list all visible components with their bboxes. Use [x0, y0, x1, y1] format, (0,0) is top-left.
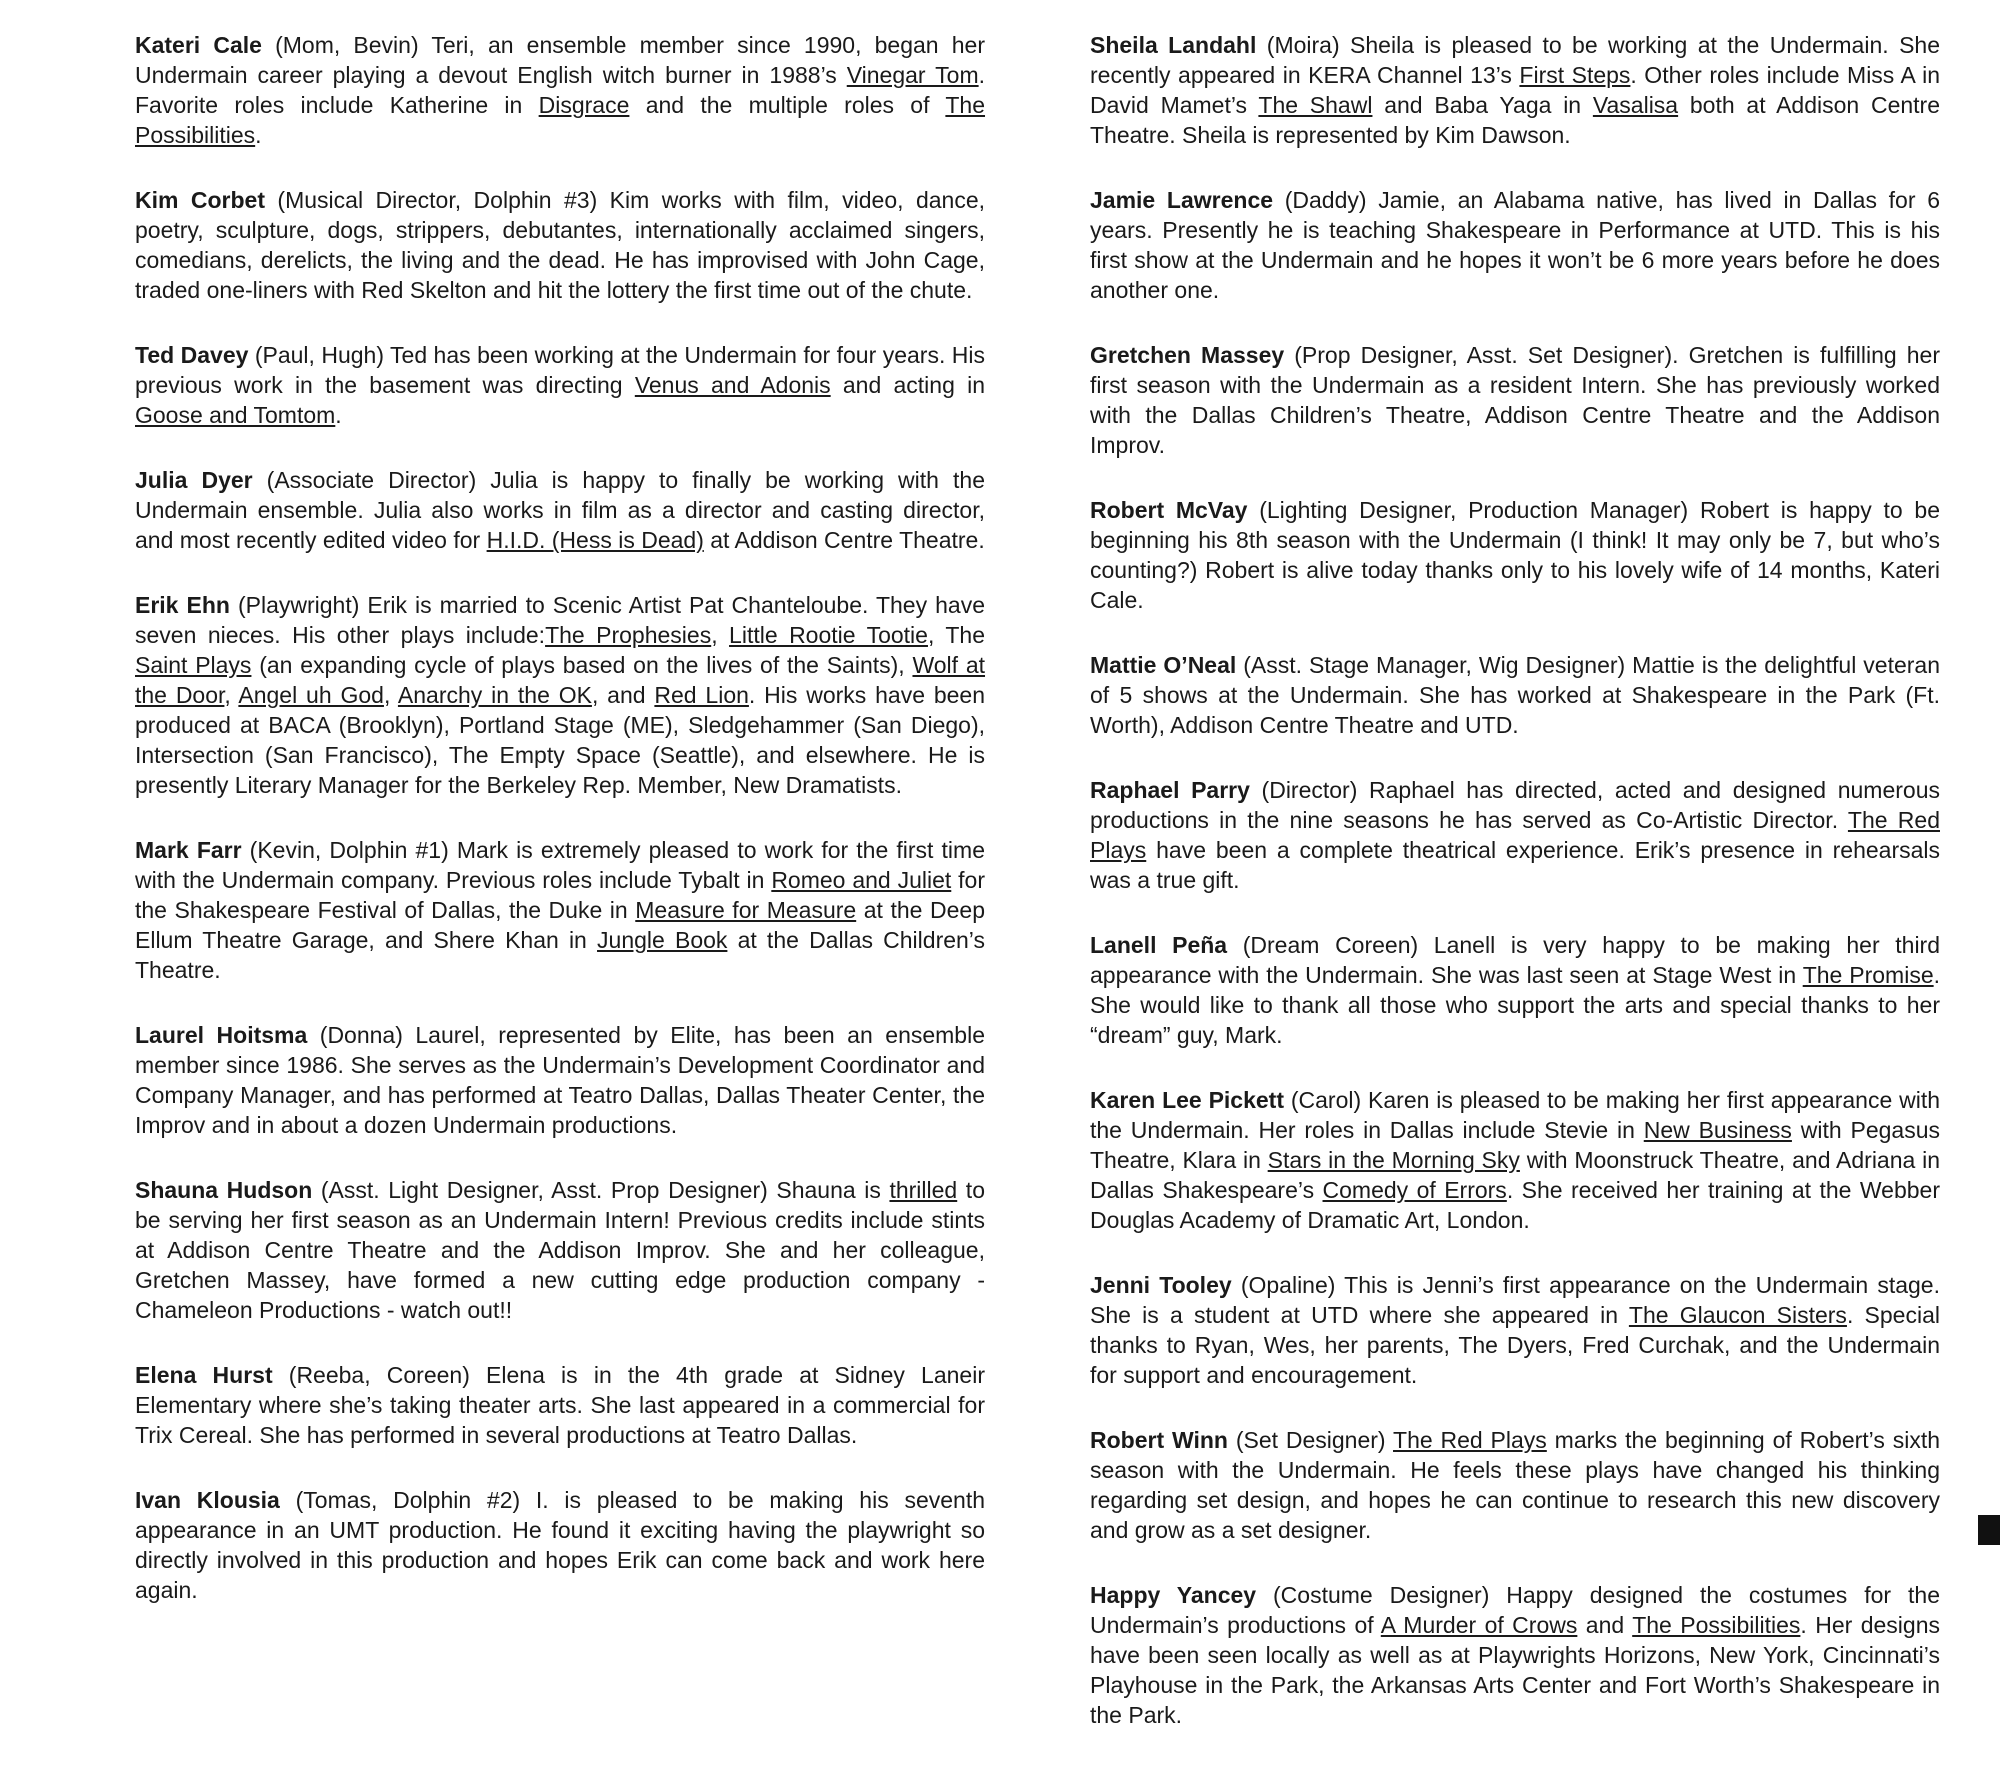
bio-text: (Asst. Light Designer, Asst. Prop Designer) Shauna is — [312, 1177, 890, 1203]
work-title: Saint Plays — [135, 652, 252, 678]
bio-text: (Set Designer) — [1227, 1427, 1394, 1453]
bio-text: (Carol) Karen is pleased to be making her first appearance with the Undermain. Her roles in Dallas include Stevie in — [1090, 1087, 1941, 1143]
bio-text: . Her designs have been seen locally as well as at Playwrights Horizons, New York, Cincinnati’s Playhouse in the Park, the Arkansas Arts Center and Fort Worth’s Shakespeare in the Park. — [1090, 1612, 1940, 1728]
person-name: Karen Lee Pickett — [1090, 1087, 1284, 1113]
bio-text: have been a complete theatrical experience. Erik’s presence in rehearsals was a true gift. — [1090, 837, 1940, 893]
bio-paragraph — [1090, 495, 1940, 615]
work-title: A Murder of Crows — [1380, 1612, 1578, 1638]
person-name: Elena Hurst — [135, 1362, 273, 1388]
bio-text: . She received her training at the Webber Douglas Academy of Dramatic Art, London. — [1090, 1177, 1941, 1233]
work-title: Romeo and Juliet — [771, 867, 952, 893]
bio-text: and acting in — [830, 372, 985, 398]
person-name: Shauna Hudson — [135, 1177, 313, 1203]
bio-paragraph — [135, 1020, 985, 1140]
person-name: Ted Davey — [135, 342, 249, 368]
bio-text: (Prop Designer, Asst. Set Designer). Gretchen is fulfilling her first season with the Undermain as a resident Intern. She has previously worked with the Dallas Children’s Theatre, Addison Centre Theatre and the Addison Improv. — [1090, 342, 1940, 458]
person-name: Kim Corbet — [135, 187, 265, 213]
work-title: The Red Plays — [1090, 807, 1940, 863]
person-name: Jamie Lawrence — [1090, 187, 1274, 213]
work-title: First Steps — [1519, 62, 1631, 88]
bio-text: at the Deep Ellum Theatre Garage, and Shere Khan in — [135, 897, 985, 953]
bio-text: (Dream Coreen) Lanell is very happy to be making her third appearance with the Undermain. She was last seen at Stage West in — [1090, 932, 1941, 988]
work-title: The Red Plays — [1393, 1427, 1547, 1453]
bio-paragraph — [135, 590, 985, 800]
person-name: Kateri Cale — [135, 32, 262, 58]
right-column — [1090, 30, 1940, 1765]
person-name: Raphael Parry — [1090, 777, 1250, 803]
bio-text: (Paul, Hugh) Ted has been working at the Undermain for four years. His previous work in the basement was directing — [135, 342, 985, 398]
work-title: thrilled — [889, 1177, 958, 1203]
bio-paragraph — [135, 1175, 985, 1325]
work-title: The Possibilities — [1632, 1612, 1801, 1638]
person-name: Julia Dyer — [135, 467, 253, 493]
person-name: Laurel Hoitsma — [135, 1022, 308, 1048]
bio-text: , The — [927, 622, 986, 648]
bio-text: (Costume Designer) Happy designed the costumes for the Undermain’s productions of — [1090, 1582, 1940, 1638]
bio-text: (Asst. Stage Manager, Wig Designer) Mattie is the delightful veteran of 5 shows at the Undermain. She has worked at Shakespeare in the Park (Ft. Worth), Addison Centre Theatre and UTD. — [1090, 652, 1940, 738]
page-edge-mark — [1978, 1515, 2000, 1545]
bio-text: (Opaline) This is Jenni’s first appearance on the Undermain stage. She is a student at UTD where she appeared in — [1090, 1272, 1940, 1328]
bio-text: and the multiple roles of — [629, 92, 946, 118]
work-title: The Shawl — [1258, 92, 1373, 118]
bio-paragraph — [1090, 1580, 1940, 1730]
work-title: H.I.D. (Hess is Dead) — [486, 527, 704, 553]
person-name: Happy Yancey — [1090, 1582, 1257, 1608]
person-name: Erik Ehn — [135, 592, 230, 618]
work-title: The Possibilities — [135, 92, 986, 148]
person-name: Sheila Landahl — [1090, 32, 1257, 58]
bio-text: , and — [591, 682, 655, 708]
bio-text: . Favorite roles include Katherine in — [135, 62, 985, 118]
work-title: The Prophesies — [545, 622, 712, 648]
bio-text: , — [383, 682, 398, 708]
bio-text: (an expanding cycle of plays based on the lives of the Saints), — [251, 652, 913, 678]
bio-text: (Musical Director, Dolphin #3) Kim works with film, video, dance, poetry, sculpture, dogs, strippers, debutantes, internationally acclaimed singers, comedians, derelicts, the living and the dead. He has improvised with John Cage, traded one-liners with Red Skelton and hit the lottery the first time out of the chute. — [135, 187, 985, 303]
bio-text: (Moira) Sheila is pleased to be working at the Undermain. She recently appeared in KERA Channel 13’s — [1090, 32, 1940, 88]
bio-text: marks the beginning of Robert’s sixth season with the Undermain. He feels these plays have changed his thinking regarding set design, and hopes he can continue to research this new discovery and grow as a set designer. — [1090, 1427, 1941, 1543]
bio-text: . She would like to thank all those who support the arts and special thanks to her “dream” guy, Mark. — [1090, 962, 1941, 1048]
person-name: Robert McVay — [1090, 497, 1248, 523]
work-title: Disgrace — [538, 92, 630, 118]
bio-text: and Baba Yaga in — [1372, 92, 1593, 118]
bio-text: (Reeba, Coreen) Elena is in the 4th grade at Sidney Laneir Elementary where she’s taking theater arts. She last appeared in a commercial for Trix Cereal. She has performed in several productions at Teatro Dallas. — [135, 1362, 985, 1448]
bio-paragraph — [1090, 185, 1940, 305]
left-column — [135, 30, 985, 1640]
bio-text: (Mom, Bevin) Teri, an ensemble member since 1990, began her Undermain career playing a devout English witch burner in 1988’s — [135, 32, 985, 88]
bio-text: (Playwright) Erik is married to Scenic Artist Pat Chanteloube. They have seven nieces. His other plays include: — [135, 592, 985, 648]
work-title: The Promise — [1802, 962, 1934, 988]
bio-text: . His works have been produced at BACA (Brooklyn), Portland Stage (ME), Sledgehammer (San Diego), Intersection (San Francisco), The Empty Space (Seattle), and elsewhere. He is presently Literary Manager for the Berkeley Rep. Member, New Dramatists. — [135, 682, 986, 798]
bio-text: (Tomas, Dolphin #2) I. is pleased to be making his seventh appearance in an UMT production. He found it exciting having the playwright so directly involved in this production and hopes Erik can come back and work here again. — [135, 1487, 985, 1603]
work-title: Comedy of Errors — [1322, 1177, 1507, 1203]
work-title: Anarchy in the OK — [397, 682, 592, 708]
bio-text: . Other roles include Miss A in David Mamet’s — [1090, 62, 1940, 118]
bio-paragraph — [135, 1485, 985, 1605]
bio-text: (Lighting Designer, Production Manager) Robert is happy to be beginning his 8th season with the Undermain (I think! It may only be 7, but who’s counting?) Robert is alive today thanks only to his lovely wife of 14 months, Kateri Cale. — [1090, 497, 1941, 613]
bio-text: (Kevin, Dolphin #1) Mark is extremely pleased to work for the first time with the Undermain company. Previous roles include Tybalt in — [135, 837, 985, 893]
bio-paragraph — [1090, 1425, 1940, 1545]
work-title: Wolf at the Door — [135, 652, 986, 708]
work-title: Red Lion — [654, 682, 749, 708]
work-title: Goose and Tomtom — [135, 402, 336, 428]
bio-text: at Addison Centre Theatre. — [703, 527, 985, 553]
work-title: Vasalisa — [1592, 92, 1679, 118]
person-name: Gretchen Massey — [1090, 342, 1285, 368]
bio-paragraph — [135, 465, 985, 555]
person-name: Jenni Tooley — [1090, 1272, 1232, 1298]
bio-text: with Pegasus Theatre, Klara in — [1090, 1117, 1940, 1173]
bio-text: with Moonstruck Theatre, and Adriana in Dallas Shakespeare’s — [1090, 1147, 1941, 1203]
work-title: Vinegar Tom — [846, 62, 979, 88]
bio-text: . — [255, 122, 262, 148]
person-name: Mark Farr — [135, 837, 242, 863]
person-name: Ivan Klousia — [135, 1487, 280, 1513]
person-name: Robert Winn — [1090, 1427, 1228, 1453]
bio-text: . — [335, 402, 342, 428]
bio-paragraph — [1090, 775, 1940, 895]
bio-paragraph — [1090, 30, 1940, 150]
work-title: Angel uh God — [238, 682, 384, 708]
work-title: Measure for Measure — [635, 897, 857, 923]
work-title: Stars in the Morning Sky — [1267, 1147, 1520, 1173]
bio-text: and — [1577, 1612, 1633, 1638]
work-title: Jungle Book — [597, 927, 728, 953]
bio-text: (Associate Director) Julia is happy to finally be working with the Undermain ensemble. Julia also works in film as a director and casting director, and most recently edited video for — [135, 467, 985, 553]
work-title: The Glaucon Sisters — [1628, 1302, 1847, 1328]
bio-text: . Special thanks to Ryan, Wes, her parents, The Dyers, Fred Curchak, and the Undermain for support and encouragement. — [1090, 1302, 1940, 1388]
work-title: Venus and Adonis — [634, 372, 831, 398]
bio-paragraph — [1090, 930, 1940, 1050]
bio-paragraph — [135, 30, 985, 150]
work-title: Little Rootie Tootie — [729, 622, 928, 648]
person-name: Lanell Peña — [1090, 932, 1228, 958]
bio-text: at the Dallas Children’s Theatre. — [135, 927, 986, 983]
bio-paragraph — [1090, 650, 1940, 740]
bio-text: (Daddy) Jamie, an Alabama native, has lived in Dallas for 6 years. Presently he is teaching Shakespeare in Performance at UTD. This is his first show at the Undermain and he hopes it won’t be 6 more years before he does another one. — [1090, 187, 1940, 303]
bio-text: for the Shakespeare Festival of Dallas, the Duke in — [135, 867, 985, 923]
bio-paragraph — [1090, 1085, 1940, 1235]
bio-paragraph — [135, 185, 985, 305]
bio-paragraph — [135, 835, 985, 985]
work-title: New Business — [1643, 1117, 1792, 1143]
bio-paragraph — [1090, 1270, 1940, 1390]
bio-text: , — [224, 682, 239, 708]
bio-paragraph — [135, 1360, 985, 1450]
bio-text: (Director) Raphael has directed, acted and designed numerous productions in the nine seasons he has served as Co-Artistic Director. — [1090, 777, 1940, 833]
bio-text: , — [711, 622, 730, 648]
bio-paragraph — [1090, 340, 1940, 460]
bio-text: (Donna) Laurel, represented by Elite, has been an ensemble member since 1986. She serves as the Undermain’s Development Coordinator and Company Manager, and has performed at Teatro Dallas, Dallas Theater Center, the Improv and in about a dozen Undermain productions. — [135, 1022, 985, 1138]
person-name: Mattie O’Neal — [1090, 652, 1237, 678]
bio-text: both at Addison Centre Theatre. Sheila is represented by Kim Dawson. — [1090, 92, 1940, 148]
bio-paragraph — [135, 340, 985, 430]
bio-text: to be serving her first season as an Undermain Intern! Previous credits include stints at Addison Centre Theatre and the Addison Improv. She and her colleague, Gretchen Massey, have formed a new cutting edge production company - Chameleon Productions - watch out!! — [135, 1177, 985, 1323]
